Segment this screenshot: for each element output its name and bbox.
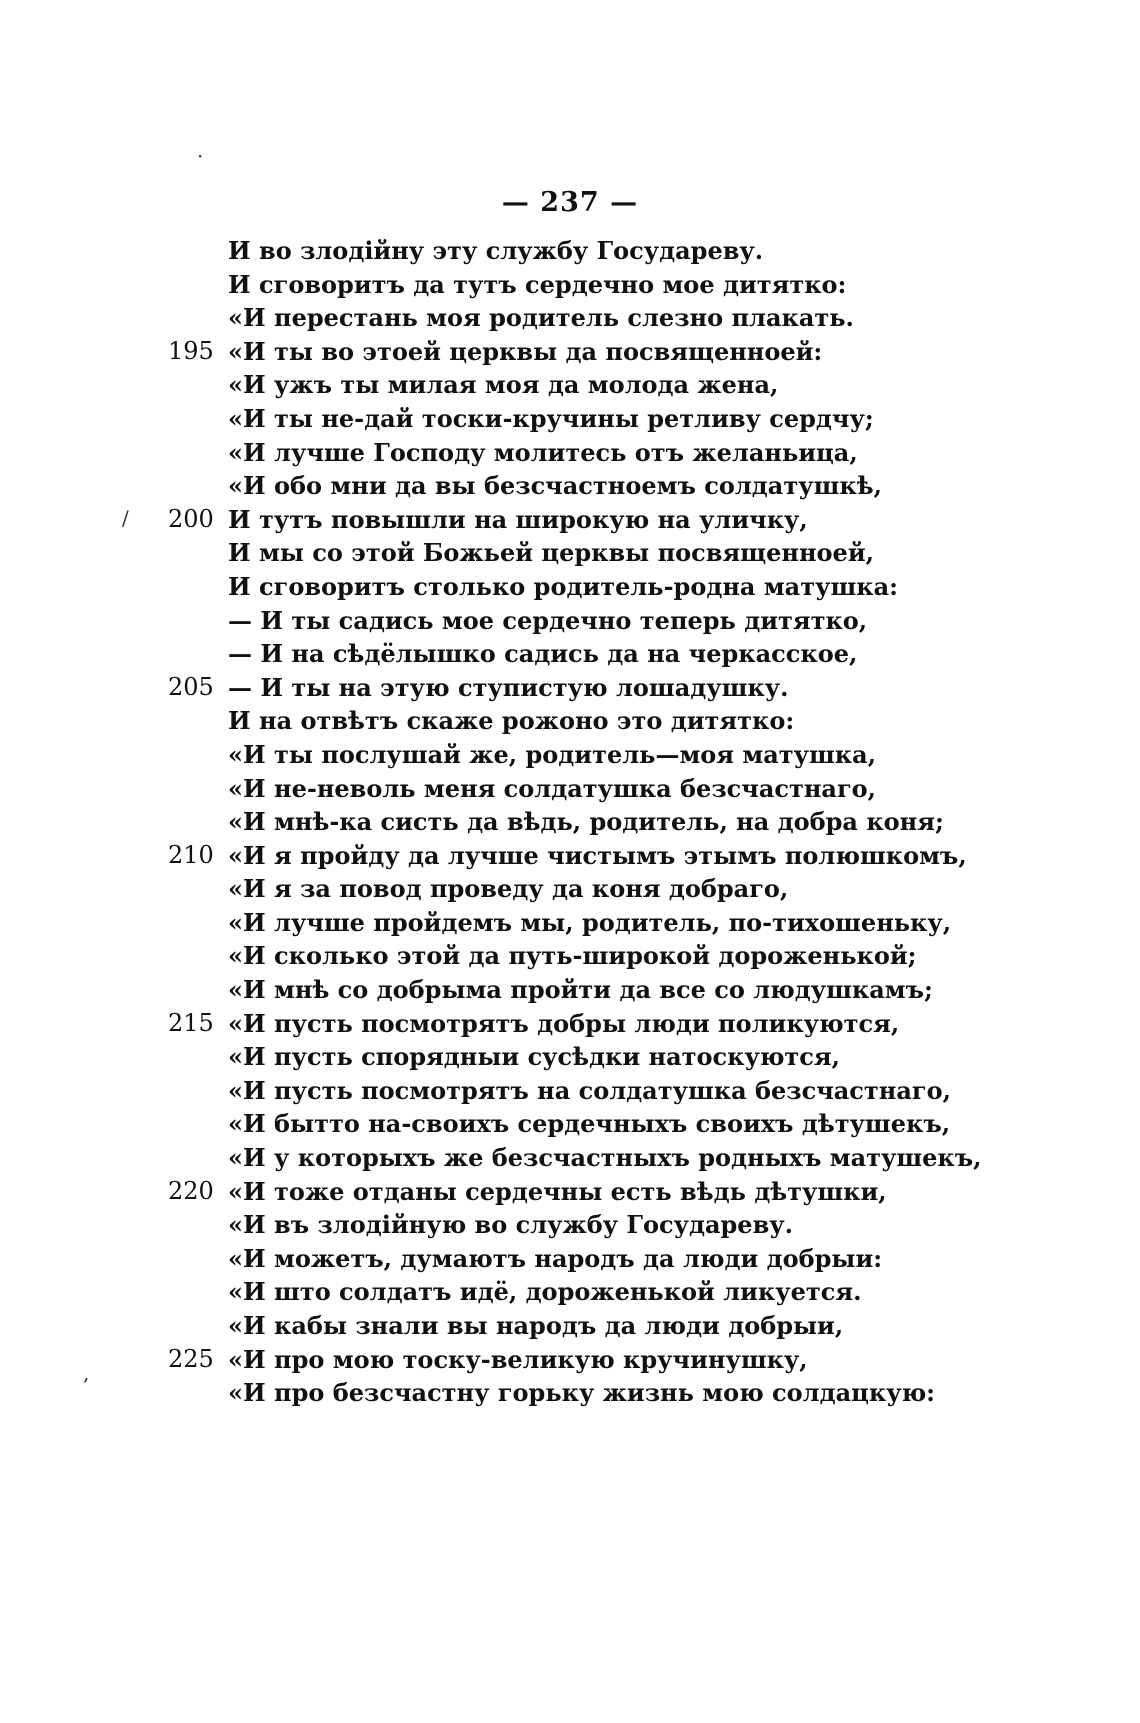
line-text: «И ужъ ты милая моя да молода жена, <box>228 370 779 400</box>
verse-line <box>0 738 1140 772</box>
verse-line <box>0 402 1140 436</box>
line-text: И во злодійну эту службу Государеву. <box>228 236 764 265</box>
verse-line <box>0 939 1140 973</box>
verse-line <box>0 1242 1140 1276</box>
line-number: 195 <box>168 336 214 365</box>
line-text: «И ты не-дай тоски-кручины ретливу сердчу; <box>228 403 874 433</box>
line-text: — И ты на этую ступистую лошадушку. <box>228 672 789 702</box>
verse-line <box>0 1007 1140 1041</box>
line-text: «И у которыхъ же безсчастныхъ родныхъ матушекъ, <box>228 1143 982 1173</box>
verse-line <box>0 469 1140 503</box>
line-text: «И не-неволь меня солдатушка безсчастнаго, <box>228 773 877 803</box>
line-text: «И пусть спорядныи сусѣдки натоскуются, <box>228 1042 840 1072</box>
line-text: «И обо мни да вы безсчастноемъ солдатушкѣ, <box>228 471 882 501</box>
line-text: «И лучше Господу молитесь отъ желаньица, <box>228 437 858 467</box>
line-text: «И мнѣ со добрыма пройти да все со людушкамъ; <box>228 975 933 1005</box>
verse-line <box>0 839 1140 873</box>
verse-line <box>0 906 1140 940</box>
verse-line <box>0 604 1140 638</box>
line-text: «И ты послушай же, родитель—моя матушка, <box>228 739 877 769</box>
line-text: И тутъ повышли на широкую на уличку, <box>228 504 808 534</box>
verse-line <box>0 335 1140 369</box>
line-text: — И на сѣдёлышко садись да на черкасское, <box>228 639 858 669</box>
line-text: «И въ злодійную во службу Государеву. <box>228 1210 793 1240</box>
page-number: — 237 — <box>501 187 639 218</box>
verse-line <box>0 1141 1140 1175</box>
line-text: «И можетъ, думаютъ народъ да люди добрыи: <box>228 1243 883 1273</box>
margin-mark-slash: / <box>122 506 129 530</box>
line-text: И сговоритъ да тутъ сердечно мое дитятко: <box>228 269 847 299</box>
line-text: И на отвѣтъ скаже рожоно это дитятко: <box>228 706 795 736</box>
line-text: «И бытто на-своихъ сердечныхъ своихъ дѣтушекъ, <box>228 1109 951 1139</box>
verse-line <box>0 234 1140 268</box>
verse-line <box>0 1208 1140 1242</box>
verse-line <box>0 536 1140 570</box>
line-number: 220 <box>168 1176 214 1205</box>
line-text: «И я за повод проведу да коня добраго, <box>228 874 789 904</box>
line-text: «И пусть посмотрятъ на солдатушка безсчастнаго, <box>228 1075 951 1105</box>
margin-mark-comma: , <box>83 1361 90 1385</box>
line-text: «И ты во этоей церквы да посвященноей: <box>228 336 823 366</box>
verse-line <box>0 1074 1140 1108</box>
verse-line <box>0 671 1140 705</box>
verse-line <box>0 637 1140 671</box>
line-number: 210 <box>168 840 214 869</box>
verse-line <box>0 268 1140 302</box>
verse-line <box>0 1343 1140 1377</box>
line-text: «И сколько этой да путь-широкой дороженькой; <box>228 941 917 971</box>
line-number: 205 <box>168 672 214 701</box>
line-text: «И про мою тоску-великую кручинушку, <box>228 1344 808 1374</box>
verse-line <box>0 1376 1140 1410</box>
line-text: «И пусть посмотрятъ добры люди поликуются, <box>228 1008 900 1038</box>
line-text: «И я пройду да лучше чистымъ этымъ полюшкомъ, <box>228 840 967 870</box>
verse-line <box>0 872 1140 906</box>
verse-line <box>0 973 1140 1007</box>
line-text: «И кабы знали вы народъ да люди добрыи, <box>228 1311 844 1340</box>
line-text: «И лучше пройдемъ мы, родитель, по-тихошеньку, <box>228 907 952 937</box>
verse-line <box>0 368 1140 402</box>
verse-line <box>0 503 1140 537</box>
line-text: «И тоже отданы сердечны есть вѣдь дѣтушки, <box>228 1176 887 1206</box>
verse-block <box>0 234 1140 1410</box>
line-text: «И про безсчастну горьку жизнь мою солдацкую: <box>228 1378 936 1408</box>
line-text: — И ты садись мое сердечно теперь дитятко, <box>228 605 868 635</box>
verse-line <box>0 805 1140 839</box>
line-text: И мы со этой Божьей церквы посвященноей, <box>228 538 874 568</box>
verse-line <box>0 1107 1140 1141</box>
line-number: 200 <box>168 504 214 533</box>
verse-line <box>0 1275 1140 1309</box>
verse-line <box>0 301 1140 335</box>
verse-line <box>0 1040 1140 1074</box>
verse-line <box>0 570 1140 604</box>
verse-line <box>0 1309 1140 1343</box>
line-number: 225 <box>168 1344 214 1373</box>
line-text: «И што солдатъ идё, дороженькой ликуется. <box>228 1277 862 1307</box>
verse-line <box>0 704 1140 738</box>
line-number: 215 <box>168 1008 214 1037</box>
line-text: И сговоритъ столько родитель-родна матушка: <box>228 571 898 601</box>
verse-line <box>0 436 1140 470</box>
line-text: «И мнѣ-ка систь да вѣдь, родитель, на добра коня; <box>228 807 944 837</box>
line-text: «И перестань моя родитель слезно плакать. <box>228 303 854 333</box>
margin-mark-top: · <box>197 144 204 168</box>
verse-line <box>0 1175 1140 1209</box>
verse-line <box>0 772 1140 806</box>
